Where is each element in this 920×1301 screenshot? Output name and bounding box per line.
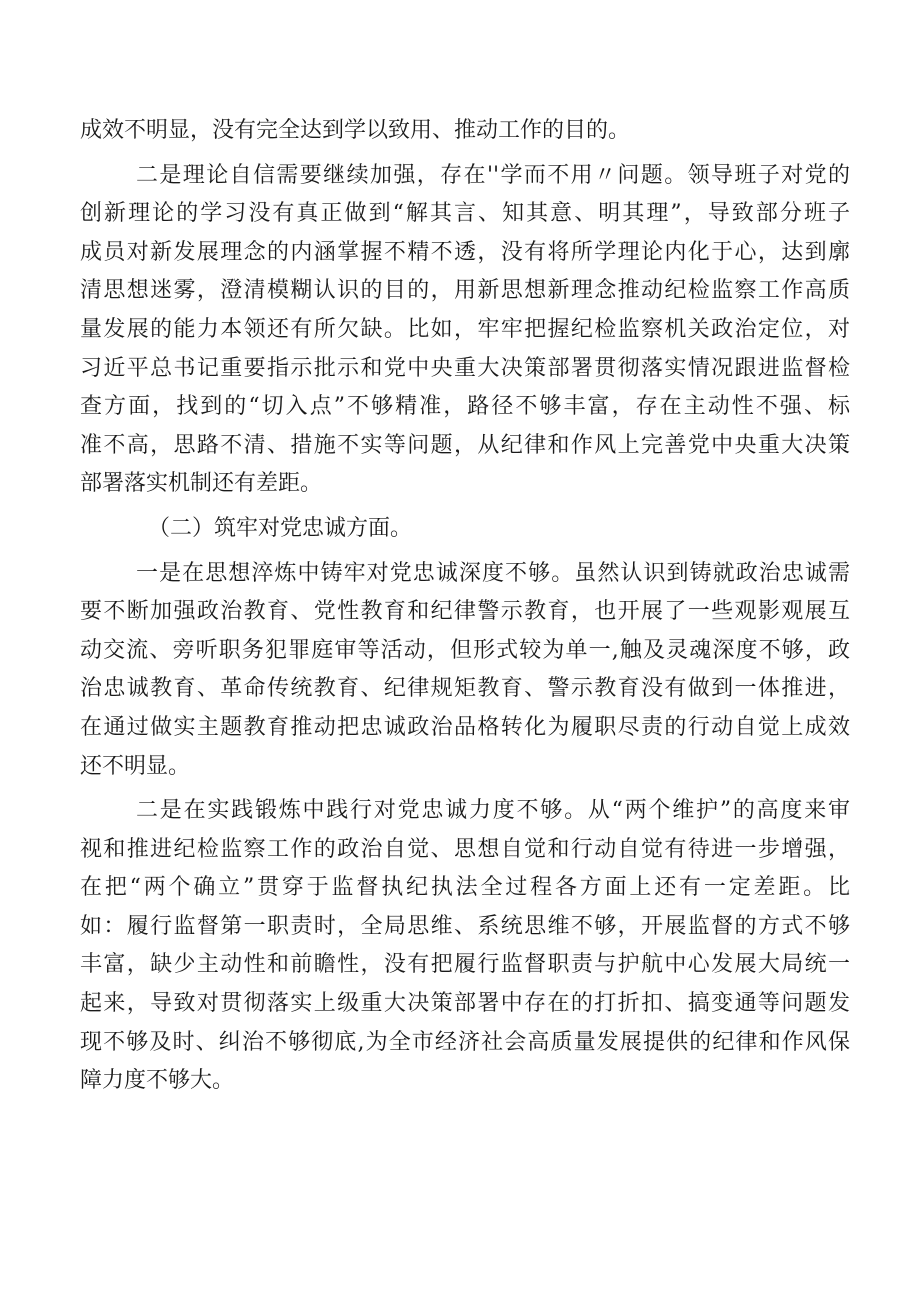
text-line: 要不断加强政治教育、党性教育和纪律警示教育，也开展了一些观影观展互 xyxy=(80,599,850,625)
text-line: 如：履行监督第一职责时，全局思维、系统思维不够，开展监督的方式不够 xyxy=(80,913,850,939)
paragraph-theory-confidence xyxy=(80,157,850,504)
document-body xyxy=(80,112,850,1101)
text-line: 清思想迷雾，澄清模糊认识的目的，用新思想新理念推动纪检监察工作高质 xyxy=(80,278,850,304)
text-line: 现不够及时、纠治不够彻底,为全市经济社会高质量发展提供的纪律和作风保 xyxy=(80,1029,850,1055)
paragraph-continuation xyxy=(80,112,850,151)
text-line: 视和推进纪检监察工作的政治自觉、思想自觉和行动自觉有待进一步增强， xyxy=(80,836,850,862)
text-line: 成员对新发展理念的内涵掌握不精不透，没有将所学理论内化于心，达到廓 xyxy=(80,239,850,265)
text-line: 量发展的能力本领还有所欠缺。比如，牢牢把握纪检监察机关政治定位，对 xyxy=(80,316,850,342)
text-line: 二是理论自信需要继续加强，存在''学而不用〃问题。领导班子对党的 xyxy=(136,162,850,188)
text-line: 一是在思想淬炼中铸牢对党忠诚深度不够。虽然认识到铸就政治忠诚需 xyxy=(136,560,850,586)
text-line: 还不明显。 xyxy=(80,753,191,779)
text-line: 习近平总书记重要指示批示和党中央重大决策部署贯彻落实情况跟进监督检 xyxy=(80,355,850,381)
paragraph-thought-tempering xyxy=(80,555,850,787)
text-line: 二是在实践锻炼中践行对党忠诚力度不够。从“两个维护”的高度来审 xyxy=(136,798,850,824)
text-line: 起来，导致对贯彻落实上级重大决策部署中存在的打折扣、搞变通等问题发 xyxy=(80,991,850,1017)
text-line: 查方面，找到的“切入点”不够精准，路径不够丰富，存在主动性不强、标 xyxy=(80,394,850,420)
section-heading xyxy=(80,510,850,549)
paragraph-practice-tempering xyxy=(80,792,850,1101)
text-line: 治忠诚教育、革命传统教育、纪律规矩教育、警示教育没有做到一体推进， xyxy=(80,676,850,702)
text-line: 准不高，思路不清、措施不实等问题，从纪律和作风上完善党中央重大决策 xyxy=(80,432,850,458)
text-line: 成效不明显，没有完全达到学以致用、推动工作的目的。 xyxy=(80,118,631,143)
text-line: 动交流、旁听职务犯罪庭审等活动，但形式较为单一,触及灵魂深度不够，政 xyxy=(80,637,850,663)
text-line: 在把“两个确立”贯穿于监督执纪执法全过程各方面上还有一定差距。比 xyxy=(80,875,850,901)
text-line: 在通过做实主题教育推动把忠诚政治品格转化为履职尽责的行动自觉上成效 xyxy=(80,714,850,740)
text-line: 丰富，缺少主动性和前瞻性，没有把履行监督职责与护航中心发展大局统一 xyxy=(80,952,850,978)
heading-text: （二）筑牢对党忠诚方面。 xyxy=(148,515,413,541)
text-line: 创新理论的学习没有真正做到“解其言、知其意、明其理”，导致部分班子 xyxy=(80,201,850,227)
text-line: 部署落实机制还有差距。 xyxy=(80,471,323,497)
text-line: 障力度不够大。 xyxy=(80,1068,235,1094)
